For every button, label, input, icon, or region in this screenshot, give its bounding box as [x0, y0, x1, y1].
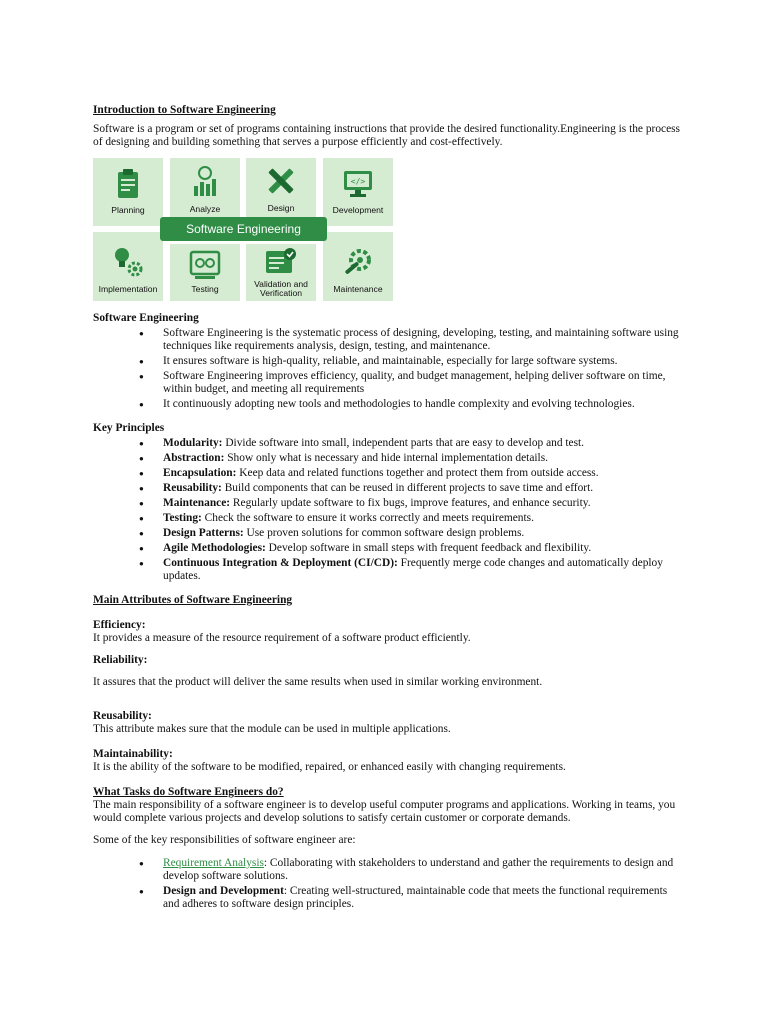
tasks-intro: Some of the key responsibilities of software engineer are: — [93, 834, 356, 846]
requirement-analysis-link[interactable]: Requirement Analysis — [163, 857, 264, 869]
principle-desc: Develop software in small steps with frequent feedback and flexibility. — [265, 542, 592, 554]
principle-desc: Frequently merge code changes and automatically deploy updates. — [163, 557, 663, 582]
list-item — [93, 512, 683, 525]
maintainability-title: Maintainability: — [93, 748, 173, 760]
list-item — [93, 437, 683, 450]
reliability-text: It assures that the product will deliver the same results when used in similar working environment. — [93, 676, 543, 688]
principle-term: Abstraction: — [163, 452, 225, 464]
pencil-ruler-icon — [263, 164, 299, 200]
gear-wrench-icon — [340, 244, 376, 280]
principles-list — [93, 437, 683, 583]
tile-label: Planning — [111, 205, 145, 215]
principles-heading: Key Principles — [93, 422, 165, 434]
principle-term: Agile Methodologies: — [163, 542, 266, 554]
list-item — [93, 497, 683, 510]
tasks-list — [93, 857, 683, 911]
tasks-heading: What Tasks do Software Engineers do? — [93, 786, 284, 798]
tile-label: Testing — [191, 284, 219, 294]
principle-term: Continuous Integration & Deployment (CI/CD): — [163, 557, 398, 569]
se-heading: Software Engineering — [93, 312, 199, 324]
list-item — [93, 452, 683, 465]
intro-paragraph: Software is a program or set of programs containing instructions that provide the desired functionality.Engineering is the process of designing and building something that serves a purpose efficiently and cost-effectively. — [93, 123, 680, 148]
tile-label: Development — [332, 205, 384, 215]
tile-analyze — [170, 158, 240, 217]
tile-label: Validation and Verification — [254, 279, 308, 298]
list-item — [93, 885, 683, 911]
principle-desc: Check the software to ensure it works correctly and meets requirements. — [201, 512, 534, 524]
tile-testing — [170, 244, 240, 301]
principle-desc: Divide software into small, independent parts that are easy to develop and test. — [222, 437, 585, 449]
tile-planning — [93, 158, 163, 226]
attributes-heading: Main Attributes of Software Engineering — [93, 594, 293, 606]
intro-heading: Introduction to Software Engineering — [93, 104, 276, 116]
list-item: ● It continuously adopting new tools and methodologies to handle complexity and evolving technologies. — [93, 398, 683, 411]
tasks-paragraph: The main responsibility of a software engineer is to develop useful computer programs and applications. Working in teams, you would complete various projects and develop solutions to satisfy certain customer or corporate demands. — [93, 799, 676, 824]
tile-label: Maintenance — [333, 284, 383, 294]
testing-screen-icon — [187, 247, 223, 283]
efficiency-text: It provides a measure of the resource requirement of a software product efficiently. — [93, 632, 471, 644]
tile-label: Design — [267, 203, 295, 213]
list-item — [93, 542, 683, 555]
list-item: ● Software Engineering is the systematic process of designing, developing, testing, and maintaining software using techniques like requirements analysis, design, testing, and maintenance. — [93, 327, 683, 353]
monitor-code-icon — [340, 166, 376, 202]
list-item — [93, 557, 683, 583]
principle-desc: Regularly update software to fix bugs, improve features, and enhance security. — [230, 497, 591, 509]
tile-label: Analyze — [189, 204, 221, 214]
principle-desc: Show only what is necessary and hide internal implementation details. — [224, 452, 548, 464]
maintainability-text: It is the ability of the software to be modified, repaired, or enhanced easily with changing requirements. — [93, 761, 566, 773]
se-list — [93, 327, 683, 411]
principle-desc: Build components that can be reused in different projects to save time and effort. — [221, 482, 594, 494]
principle-term: Modularity: — [163, 437, 223, 449]
list-item — [93, 527, 683, 540]
document-content — [93, 104, 683, 913]
bar-chart-icon — [187, 164, 223, 200]
task-term: Design and Development — [163, 885, 284, 897]
tile-validation — [246, 244, 316, 301]
efficiency-title: Efficiency: — [93, 619, 146, 631]
lightbulb-gear-icon — [110, 244, 146, 280]
tile-label: Implementation — [98, 284, 158, 294]
reliability-title: Reliability: — [93, 654, 148, 666]
tile-implementation — [93, 232, 163, 301]
tile-design — [246, 158, 316, 217]
clipboard-icon — [110, 166, 146, 202]
list-item — [93, 467, 683, 480]
tile-maintenance — [323, 232, 393, 301]
reusability-text: This attribute makes sure that the module can be used in multiple applications. — [93, 723, 451, 735]
principle-term: Reusability: — [163, 482, 222, 494]
principle-term: Design Patterns: — [163, 527, 244, 539]
checklist-icon — [263, 245, 299, 281]
principle-term: Maintenance: — [163, 497, 231, 509]
principle-term: Testing: — [163, 512, 202, 524]
principle-term: Encapsulation: — [163, 467, 237, 479]
task-desc: : Collaborating with stakeholders to understand and gather the requirements to design and develop software solutions. — [163, 857, 674, 882]
list-item: ● It ensures software is high-quality, reliable, and maintainable, especially for large software systems. — [93, 355, 683, 368]
principle-desc: Use proven solutions for common software design problems. — [243, 527, 525, 539]
principle-desc: Keep data and related functions together and protect them from outside access. — [236, 467, 599, 479]
list-item — [93, 857, 683, 883]
list-item: ● Software Engineering improves efficiency, quality, and budget management, helping deliver software on time, within budget, and meeting all requirements — [93, 370, 683, 396]
list-item — [93, 482, 683, 495]
task-desc: : Creating well-structured, maintainable code that meets the functional requirements and adheres to software design principles. — [163, 885, 668, 910]
infographic-banner: Software Engineering — [160, 217, 327, 241]
software-engineering-infographic — [93, 158, 393, 301]
svg-text:</>: </> — [350, 177, 366, 186]
reusability-title: Reusability: — [93, 710, 152, 722]
tile-development — [323, 158, 393, 226]
